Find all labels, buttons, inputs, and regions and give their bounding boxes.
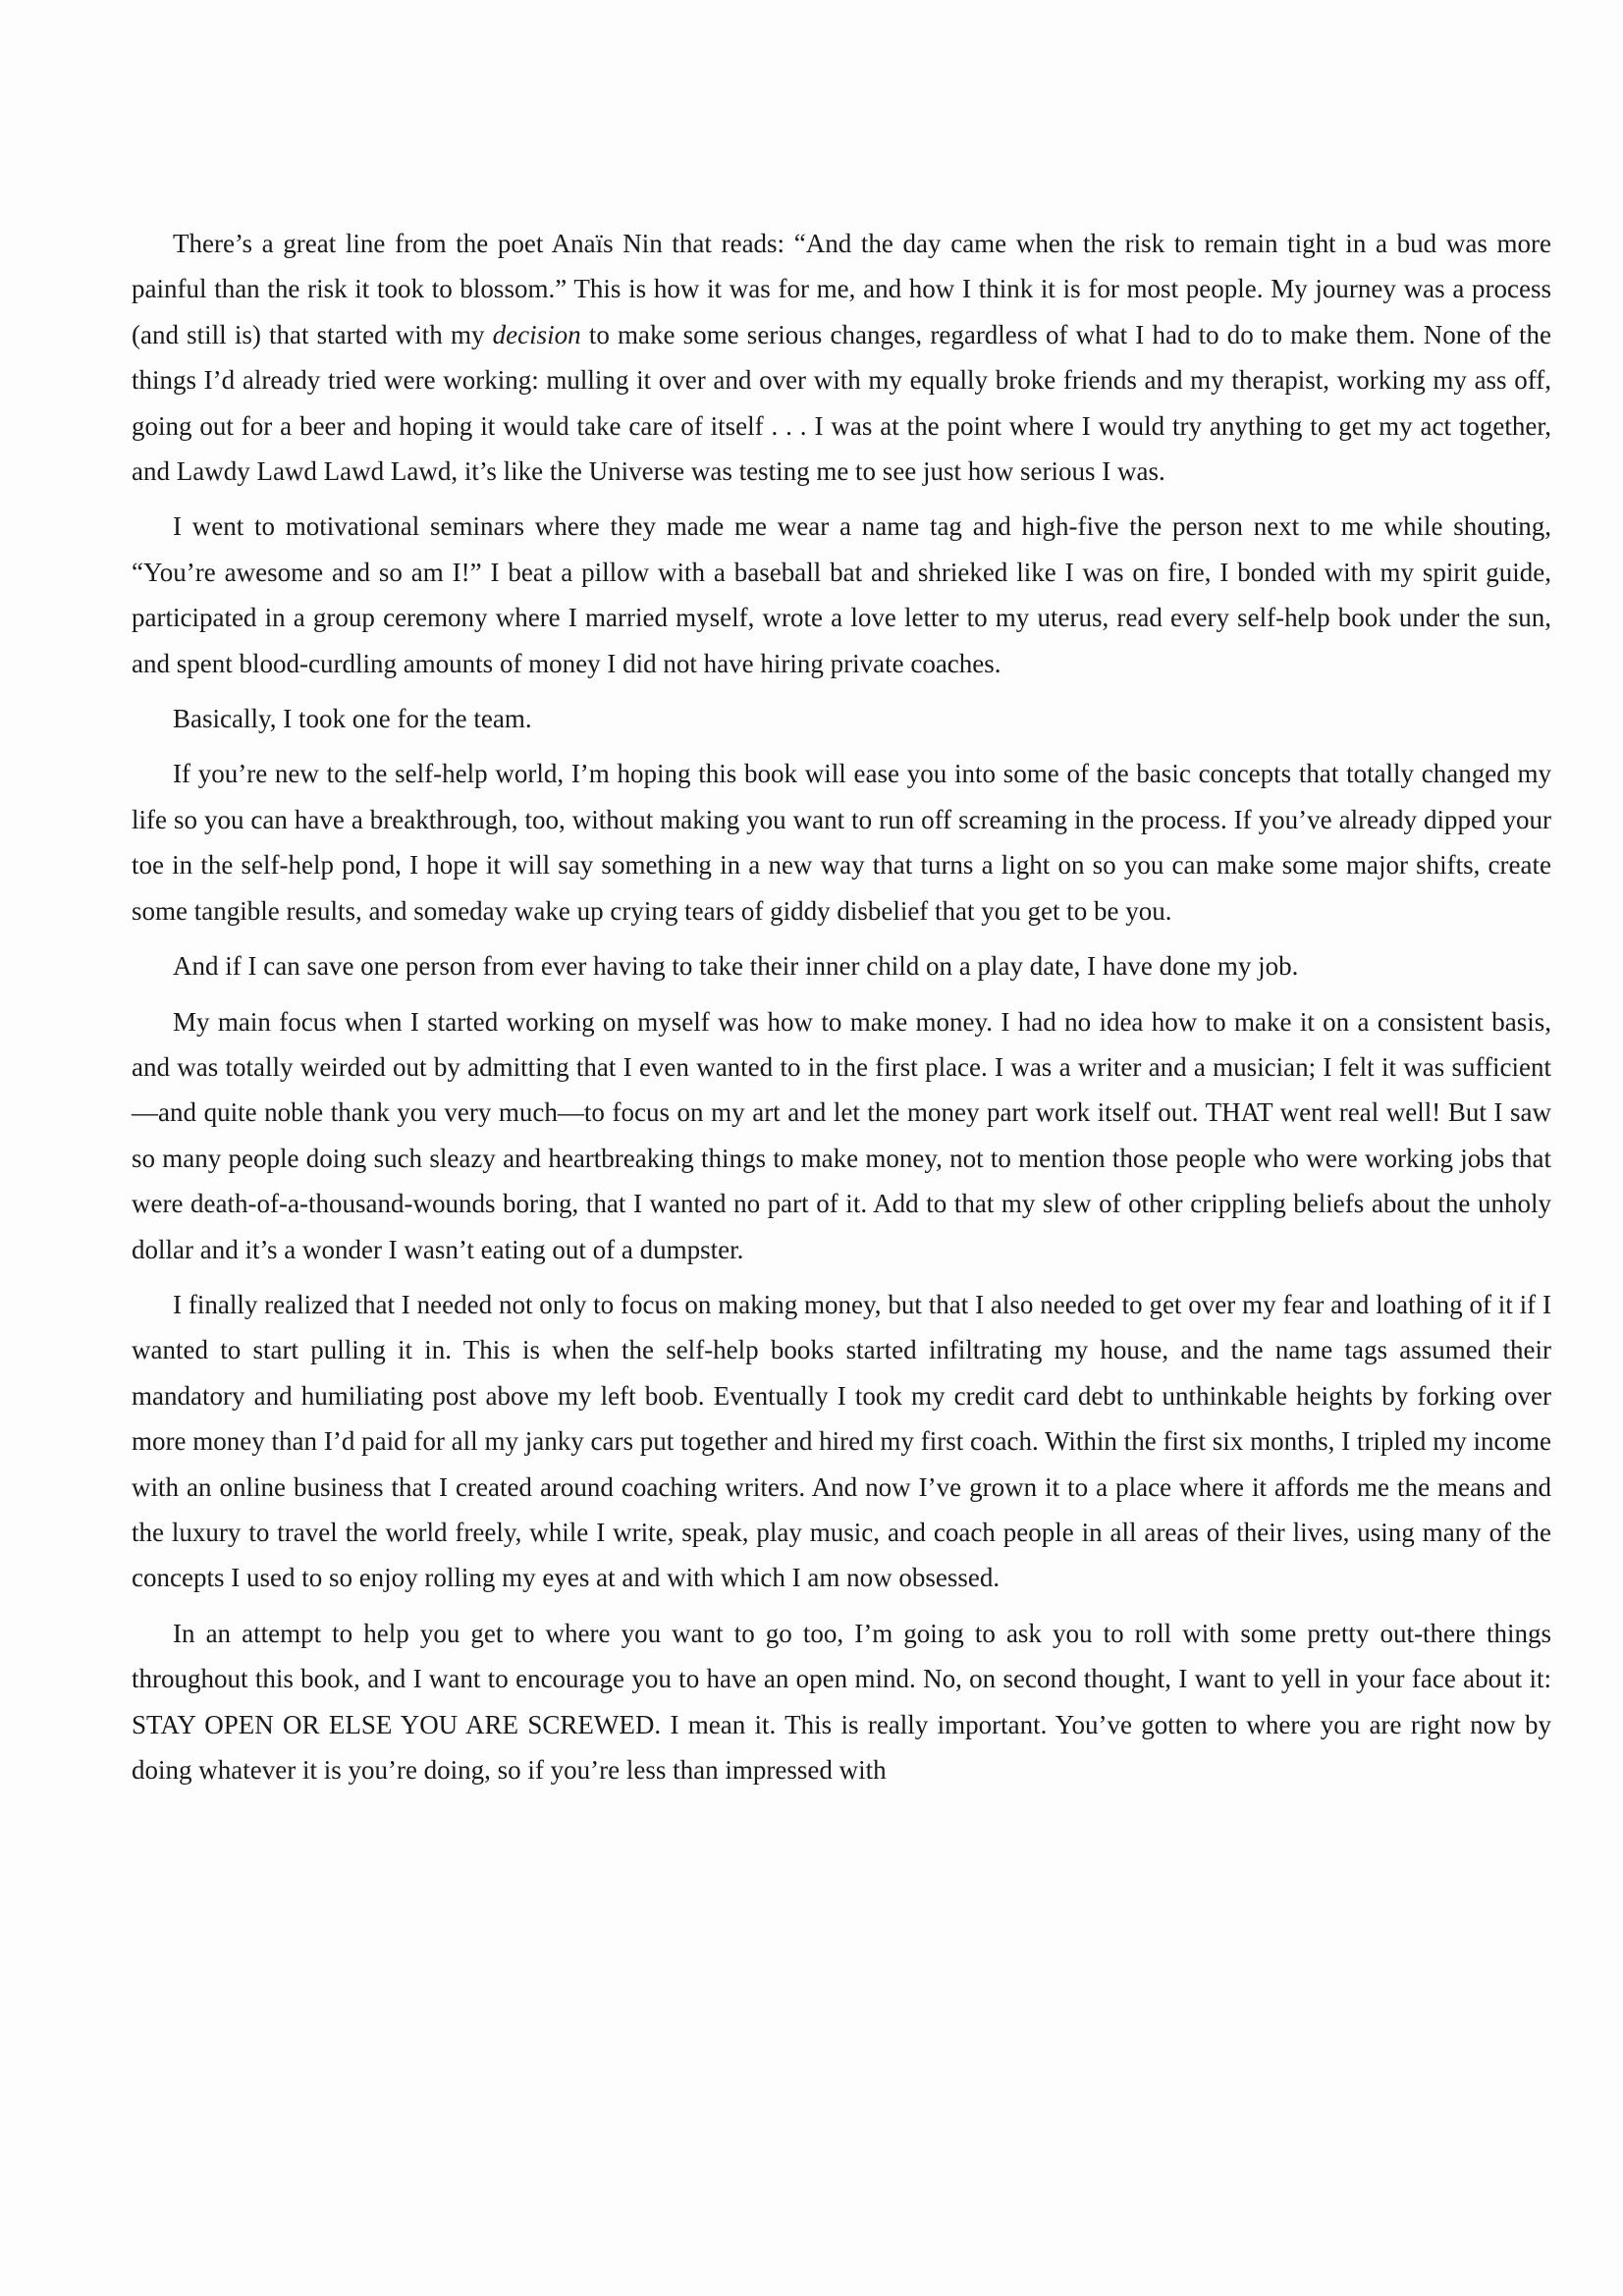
body-text <box>132 221 1551 1802</box>
paragraph-5: And if I can save one person from ever having to take their inner child on a play date, I have done my job. <box>173 951 1299 982</box>
paragraph-2: I went to motivational seminars where they made me wear a name tag and high-five the person next to me while shouting, “You’re awesome and so am I!” I beat a pillow with a baseball bat and shrieked like I was on fire, I bonded with my spirit guide, participated in a group ceremony where I married myself, wrote a love letter to my uterus, read every self-help book under the sun, and spent blood-curdling amounts of money I did not have hiring private coaches. <box>132 511 1551 678</box>
paragraph-6: My main focus when I started working on myself was how to make money. I had no idea how to make it on a consistent basis, and was totally weirded out by admitting that I even wanted to in the first place. I was a writer and a musician; I felt it was sufficient—and quite noble thank you very much—to focus on my art and let the money part work itself out. THAT went real well! But I saw so many people doing such sleazy and heartbreaking things to make money, not to mention those people who were working jobs that were death-of-a-thousand-wounds boring, that I wanted no part of it. Add to that my slew of other crippling beliefs about the unholy dollar and it’s a wonder I wasn’t eating out of a dumpster. <box>132 1006 1551 1264</box>
paragraph-7: I finally realized that I needed not only to focus on making money, but that I also needed to get over my fear and loathing of it if I wanted to start pulling it in. This is when the self-help books started infiltrating my house, and the name tags assumed their mandatory and humiliating post above my left boob. Eventually I took my credit card debt to unthinkable heights by forking over more money than I’d paid for all my janky cars put together and hired my first coach. Within the first six months, I tripled my income with an online business that I created around coaching writers. And now I’ve grown it to a place where it affords me the means and the luxury to travel the world freely, while I write, speak, play music, and coach people in all areas of their lives, using many of the concepts I used to so enjoy rolling my eyes at and with which I am now obsessed. <box>132 1289 1551 1593</box>
paragraph-3: Basically, I took one for the team. <box>173 704 532 734</box>
paragraph-1-part-2: to make some serious changes, regardless of what I had to do to make them. None of the things I’d already tried were working: mulling it over and over with my equally broke friends and my therapist, working my ass off, going out for a beer and hoping it would take care of itself . . . I was at the point where I would try anything to get my act together, and Lawdy Lawd Lawd Lawd, it’s like the Universe was testing me to see just how serious I was. <box>132 319 1552 487</box>
paragraph-4: If you’re new to the self-help world, I’m hoping this book will ease you into some of the basic concepts that totally changed my life so you can have a breakthrough, too, without making you want to run off screaming in the process. If you’ve already dipped your toe in the self-help pond, I hope it will say something in a new way that turns a light on so you can make some major shifts, create some tangible results, and someday wake up crying tears of giddy disbelief that you get to be you. <box>132 759 1551 926</box>
paragraph-8: In an attempt to help you get to where you want to go too, I’m going to ask you to roll with some pretty out-there things throughout this book, and I want to encourage you to have an open mind. No, on second thought, I want to yell in your face about it: STAY OPEN OR ELSE YOU ARE SCREWED. I mean it. This is really important. You’ve gotten to where you are right now by doing whatever it is you’re doing, so if you’re less than impressed with <box>132 1618 1551 1785</box>
paragraph-1 <box>132 221 1551 494</box>
paragraph-1-part-1: There’s a great line from the poet Anaïs Nin that reads: “And the day came when the risk to remain tight in a bud was more painful than the risk it took to blossom.” This is how it was for me, and how I think it is for most people. My journey was a process (and still is) that started with my <box>132 229 1551 349</box>
emphasis-decision: decision <box>492 319 581 349</box>
